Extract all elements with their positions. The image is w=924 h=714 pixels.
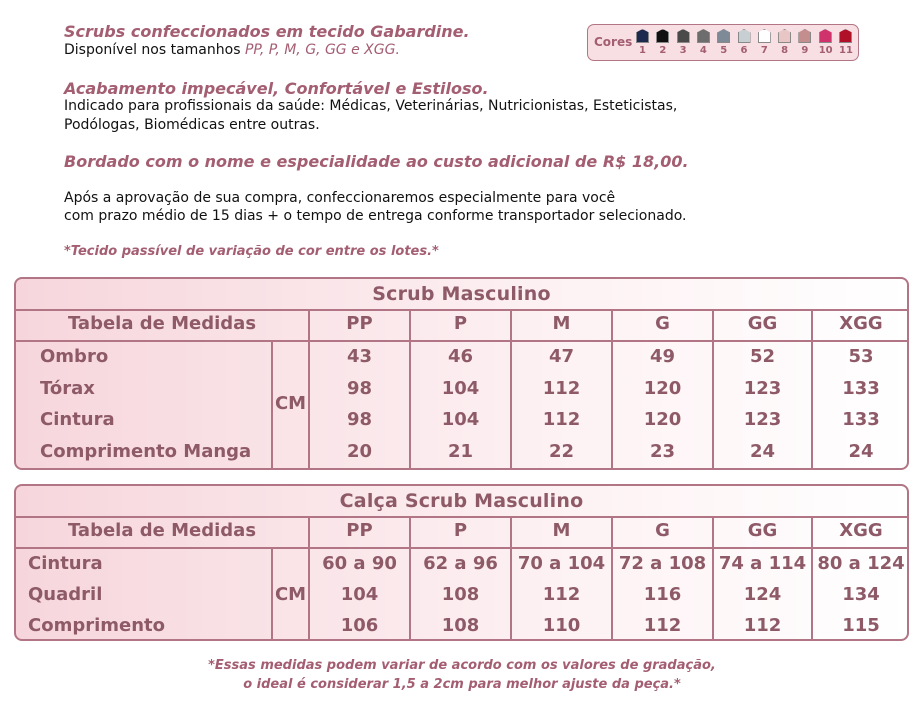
intro-fabric-note: *Tecido passível de variação de cor entre os lotes.*: [64, 244, 439, 259]
swatch-shirt-icon: [758, 29, 771, 43]
size-header: G: [655, 520, 670, 541]
measurement-cell: 110: [542, 615, 581, 636]
swatch-shirt-icon: [636, 29, 649, 43]
color-swatch: [717, 29, 732, 56]
measurement-cell: 98: [346, 409, 373, 430]
measurement-cell: 106: [340, 615, 379, 636]
swatch-shirt-icon: [798, 29, 811, 43]
swatch-number: 8: [781, 45, 789, 56]
size-header: XGG: [839, 313, 883, 334]
intro-sizes-list: PP, P, M, G, GG e XGG.: [244, 42, 400, 58]
swatch-number: 4: [699, 45, 707, 56]
swatch-shirt-icon: [778, 29, 791, 43]
intro-sizes-prefix: Disponível nos tamanhos: [64, 42, 245, 58]
measurement-cell: 22: [548, 440, 575, 462]
measurement-cell: 115: [842, 615, 880, 636]
color-swatch: [636, 29, 651, 56]
size-header: GG: [747, 313, 778, 334]
measurement-cell: 104: [441, 377, 480, 399]
swatch-shirt-icon: [717, 29, 730, 43]
color-swatch: [839, 29, 854, 56]
header-label: Tabela de Medidas: [67, 313, 257, 334]
scrub-measurement-table: [14, 277, 909, 470]
swatch-shirt-icon: [656, 29, 669, 43]
measurement-cell: 24: [749, 440, 776, 462]
color-palette-label: Cores: [594, 35, 633, 49]
swatch-number: 10: [818, 45, 833, 56]
swatch-shirt-icon: [819, 29, 832, 43]
size-header: M: [552, 313, 571, 334]
swatch-number: 9: [801, 45, 809, 56]
color-swatch: [738, 29, 753, 56]
swatch-number: 11: [839, 45, 853, 56]
row-label: Quadril: [28, 584, 103, 605]
unit-label: CM: [274, 393, 307, 414]
measurement-cell: 52: [749, 346, 776, 367]
row-label: Comprimento: [28, 615, 166, 636]
size-header: PP: [346, 520, 373, 541]
size-header: PP: [346, 313, 373, 334]
measurement-cell: 53: [848, 346, 874, 367]
footer-note-line2: o ideal é considerar 1,5 a 2cm para melhor ajuste da peça.*: [243, 677, 681, 692]
table-title: Calça Scrub Masculino: [16, 486, 907, 518]
size-header: P: [453, 520, 468, 541]
intro-approval: Após a aprovação de sua compra, confeccionaremos especialmente para você: [64, 190, 616, 206]
size-header: M: [552, 520, 571, 541]
measurement-cell: 108: [441, 615, 480, 636]
header-label: Tabela de Medidas: [67, 520, 257, 541]
row-label: Cintura: [40, 409, 115, 430]
measurement-cell: 123: [743, 377, 782, 399]
intro-indicated-cont: Podólogas, Biomédicas entre outras.: [64, 117, 320, 133]
measurement-cell: 70 a 104: [517, 553, 606, 574]
size-header: GG: [747, 520, 778, 541]
measurement-cell: 108: [441, 584, 480, 605]
swatch-number: 1: [639, 45, 646, 56]
measurement-cell: 24: [848, 440, 874, 462]
color-palette: [587, 24, 859, 61]
measurement-cell: 104: [340, 584, 379, 605]
row-label: Cintura: [28, 553, 103, 574]
measurement-cell: 47: [548, 346, 575, 367]
footer-note-line1: *Essas medidas podem variar de acordo com os valores de gradação,: [208, 658, 716, 673]
measurement-cell: 112: [542, 377, 581, 399]
intro-indicated: Indicado para profissionais da saúde: Médicas, Veterinárias, Nutricionistas, Esteticistas,: [64, 98, 678, 114]
measurement-cell: 112: [643, 615, 682, 636]
color-swatch: [778, 29, 793, 56]
measurement-cell: 80 a 124: [817, 553, 905, 574]
measurement-cell: 49: [649, 346, 676, 367]
table-title: Scrub Masculino: [16, 279, 907, 311]
measurement-cell: 21: [447, 440, 474, 462]
unit-label: CM: [274, 583, 307, 605]
measurement-cell: 134: [842, 584, 880, 605]
measurement-cell: 74 a 114: [718, 553, 807, 574]
measurement-cell: 112: [542, 584, 581, 605]
intro-embroidery: Bordado com o nome e especialidade ao custo adicional de R$ 18,00.: [64, 152, 689, 171]
measurement-cell: 120: [643, 377, 682, 399]
color-swatch: [798, 29, 813, 56]
color-swatch: [758, 29, 773, 56]
color-swatch: [697, 29, 712, 56]
swatch-number: 6: [740, 45, 748, 56]
intro-delivery: com prazo médio de 15 dias + o tempo de entrega conforme transportador selecionado.: [64, 208, 687, 224]
measurement-cell: 116: [643, 584, 682, 605]
measurement-cell: 112: [542, 409, 581, 430]
measurement-cell: 123: [743, 409, 782, 430]
measurement-cell: 104: [441, 409, 480, 430]
pants-measurement-table: [14, 484, 909, 641]
size-header: P: [453, 313, 468, 334]
measurement-cell: 62 a 96: [423, 553, 498, 574]
measurement-cell: 72 a 108: [618, 553, 707, 574]
measurement-cell: 46: [447, 346, 474, 367]
swatch-number: 5: [720, 45, 728, 56]
measurement-cell: 112: [743, 615, 782, 636]
color-swatch: [677, 29, 692, 56]
swatch-shirt-icon: [839, 29, 852, 43]
color-swatch: [656, 29, 671, 56]
row-label: Ombro: [40, 346, 109, 367]
measurement-cell: 124: [743, 584, 782, 605]
swatch-number: 3: [679, 45, 687, 56]
intro-sizes-line: [64, 42, 400, 58]
measurement-cell: 133: [842, 409, 880, 430]
size-header: G: [655, 313, 670, 334]
swatch-shirt-icon: [738, 29, 751, 43]
measurement-cell: 133: [842, 377, 880, 399]
swatch-shirt-icon: [677, 29, 690, 43]
swatch-number: 2: [659, 45, 667, 56]
swatch-shirt-icon: [697, 29, 710, 43]
measurement-cell: 60 a 90: [322, 553, 397, 574]
measurement-cell: 23: [649, 440, 676, 462]
row-label: Comprimento Manga: [40, 440, 252, 462]
row-label: Tórax: [40, 377, 95, 399]
measurement-cell: 98: [346, 377, 373, 399]
color-swatch: [819, 29, 834, 56]
measurement-cell: 20: [346, 440, 373, 462]
swatch-number: 7: [760, 45, 768, 56]
measurement-cell: 43: [346, 346, 373, 367]
measurement-cell: 120: [643, 409, 682, 430]
intro-headline: Scrubs confeccionados em tecido Gabardine.: [64, 22, 470, 41]
size-header: XGG: [839, 520, 883, 541]
intro-finish: Acabamento impecável, Confortável e Estiloso.: [64, 79, 489, 98]
